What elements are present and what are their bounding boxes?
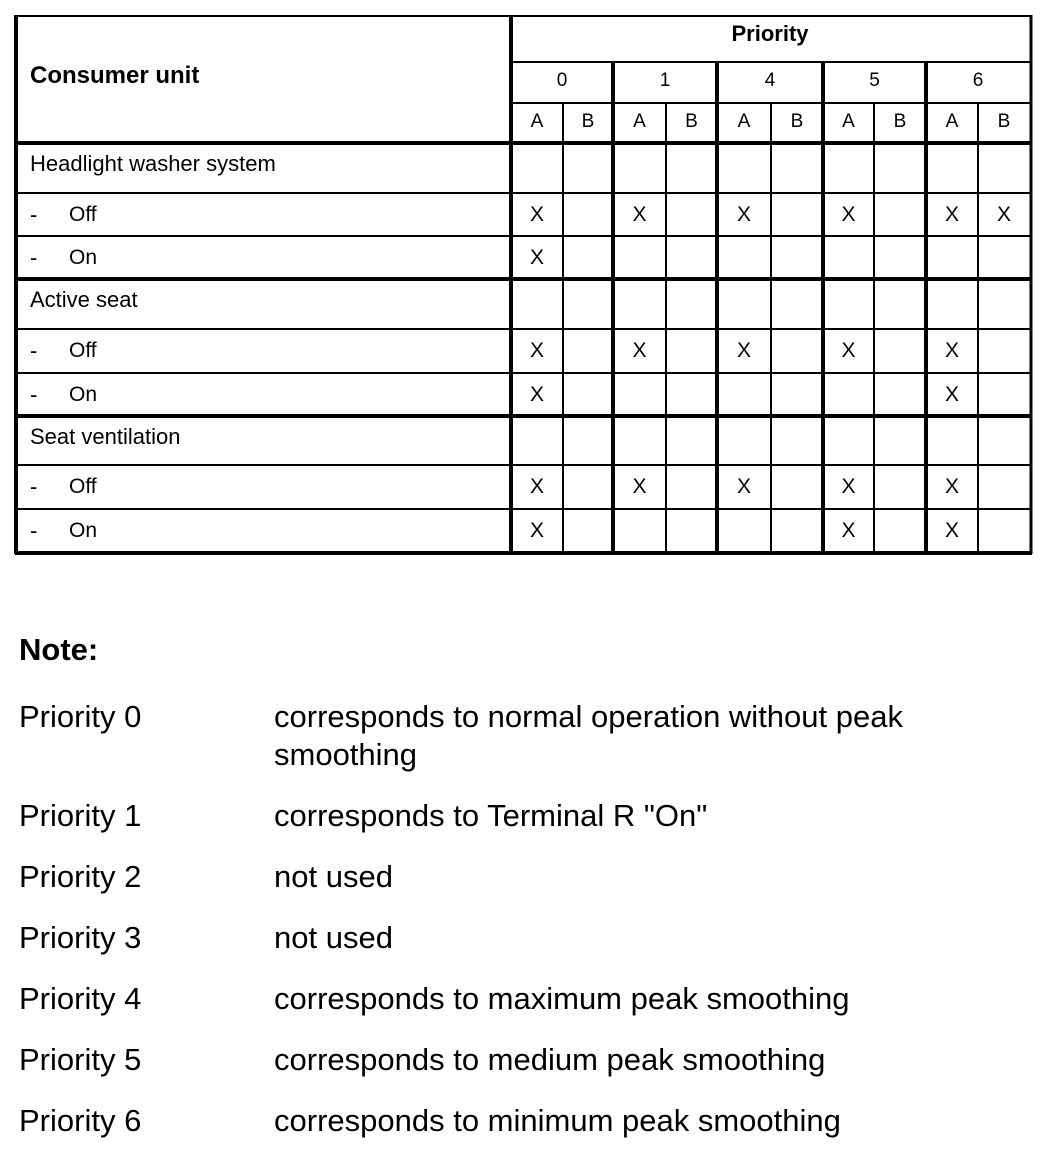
state-dash: - xyxy=(30,474,38,499)
x-mark: X xyxy=(996,203,1011,226)
x-mark: X xyxy=(632,475,647,498)
subcolumn-label-a: A xyxy=(530,111,544,132)
note-priority-label: Priority 1 xyxy=(19,798,142,833)
note-row xyxy=(19,698,1039,774)
subcolumn-label-b: B xyxy=(893,111,907,132)
note-row xyxy=(19,1041,1039,1079)
note-priority-label: Priority 3 xyxy=(19,920,142,955)
state-dash: - xyxy=(30,202,38,227)
x-mark: X xyxy=(944,339,959,362)
note-heading: Note: xyxy=(19,632,99,667)
note-description: corresponds to maximum peak smoothing xyxy=(274,981,850,1016)
subcolumn-label-b: B xyxy=(581,111,595,132)
group-name: Headlight washer system xyxy=(30,151,276,176)
consumer-unit-header: Consumer unit xyxy=(30,62,200,89)
state-dash: - xyxy=(30,338,38,363)
x-mark: X xyxy=(736,203,751,226)
priority-table xyxy=(14,14,1033,555)
x-mark: X xyxy=(944,475,959,498)
note-priority-label: Priority 4 xyxy=(19,981,142,1016)
subcolumn-label-b: B xyxy=(997,111,1011,132)
x-mark: X xyxy=(944,383,959,406)
note-row xyxy=(19,919,1039,957)
note-description: corresponds to normal operation without peak smoothing xyxy=(274,699,903,772)
subcolumn-label-b: B xyxy=(685,111,698,132)
x-mark: X xyxy=(841,339,856,362)
x-mark: X xyxy=(529,519,544,542)
note-description: corresponds to medium peak smoothing xyxy=(274,1042,826,1077)
x-mark: X xyxy=(632,203,647,226)
notes-section xyxy=(19,632,1039,1163)
subcolumn-label-b: B xyxy=(790,111,804,132)
state-label-on: On xyxy=(69,383,98,406)
x-mark: X xyxy=(736,339,751,362)
x-mark: X xyxy=(841,475,856,498)
note-row xyxy=(19,980,1039,1018)
note-description: corresponds to Terminal R "On" xyxy=(274,798,708,833)
subcolumn-label-a: A xyxy=(842,111,855,132)
state-dash: - xyxy=(30,382,38,407)
x-mark: X xyxy=(632,339,647,362)
priority-level-1: 1 xyxy=(659,70,671,91)
note-list xyxy=(19,698,1039,1140)
state-label-off: Off xyxy=(69,203,97,226)
state-label-on: On xyxy=(69,246,98,269)
x-mark: X xyxy=(529,339,544,362)
note-description: corresponds to minimum peak smoothing xyxy=(274,1103,841,1138)
note-priority-label: Priority 2 xyxy=(19,859,142,894)
x-mark: X xyxy=(529,246,544,269)
state-dash: - xyxy=(30,518,38,543)
note-row xyxy=(19,858,1039,896)
x-mark: X xyxy=(529,383,544,406)
note-row xyxy=(19,797,1039,835)
note-priority-label: Priority 5 xyxy=(19,1042,142,1077)
x-mark: X xyxy=(944,203,959,226)
note-description: not used xyxy=(274,859,393,894)
subcolumn-label-a: A xyxy=(633,111,646,132)
subcolumn-label-a: A xyxy=(737,111,751,132)
state-label-off: Off xyxy=(69,475,97,498)
x-mark: X xyxy=(529,475,544,498)
state-label-on: On xyxy=(69,519,98,542)
note-priority-label: Priority 0 xyxy=(19,699,142,734)
priority-level-4: 4 xyxy=(764,70,776,91)
x-mark: X xyxy=(841,519,856,542)
x-mark: X xyxy=(841,203,856,226)
priority-level-0: 0 xyxy=(556,70,568,91)
note-description: not used xyxy=(274,920,393,955)
x-mark: X xyxy=(944,519,959,542)
priority-level-6: 6 xyxy=(972,70,984,91)
group-name: Active seat xyxy=(30,287,138,312)
priority-level-5: 5 xyxy=(869,70,880,91)
table-grid xyxy=(14,14,1033,555)
x-mark: X xyxy=(736,475,751,498)
group-name: Seat ventilation xyxy=(30,424,181,449)
state-dash: - xyxy=(30,245,38,270)
priority-header: Priority xyxy=(731,21,809,46)
note-priority-label: Priority 6 xyxy=(19,1103,142,1138)
note-row xyxy=(19,1102,1039,1140)
state-label-off: Off xyxy=(69,339,97,362)
subcolumn-label-a: A xyxy=(945,111,959,132)
x-mark: X xyxy=(529,203,544,226)
